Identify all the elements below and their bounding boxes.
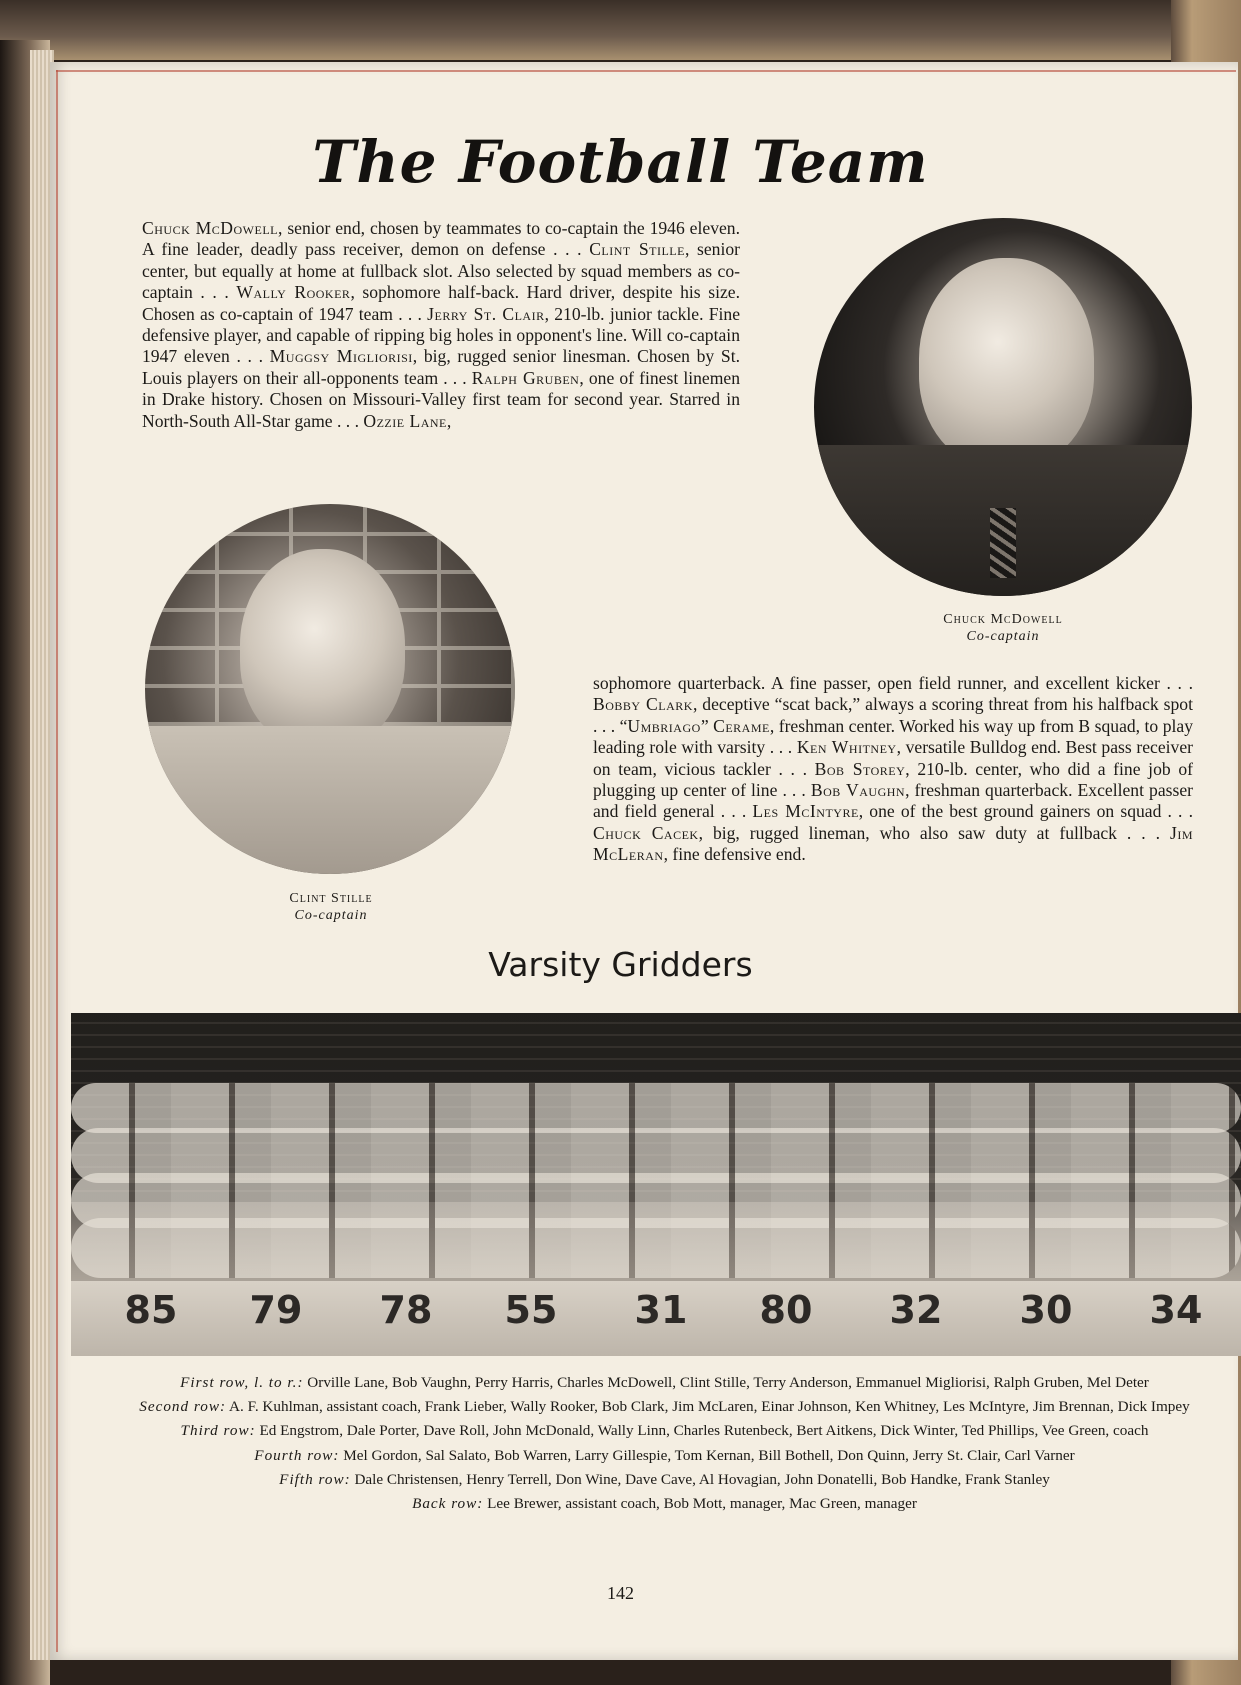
roster-names: Dale Christensen, Henry Terrell, Don Wine, Dave Cave, Al Hovagian, John Donatelli, Bob Handke, Frank Stanley <box>354 1470 1050 1488</box>
roster-row-fifth <box>132 1471 1197 1488</box>
paragraph-text: , versatile Bulldog end. Best pass receiver on team, vicious tackler . . . <box>593 737 1193 779</box>
continued-paragraph <box>593 673 1193 866</box>
player-name: Clint Stille <box>589 239 685 260</box>
paragraph-text: , big, rugged lineman, who also saw duty at fullback . . . <box>698 822 1170 843</box>
jersey-number: 32 <box>889 1288 943 1332</box>
caption-role: Co-captain <box>966 629 1040 644</box>
player-name: Bob Vaughn <box>810 780 906 801</box>
roster-label: Fifth row: <box>279 1470 351 1488</box>
player-name: Jerry St. Clair <box>427 303 545 324</box>
page-margin-rule <box>56 70 58 1652</box>
paragraph-text: , senior end, chosen by teammates to co-captain the 1946 eleven. A fine leader, deadly pass receiver, demon on defense . . . <box>142 218 740 260</box>
player-name: Chuck Cacek <box>593 822 699 843</box>
page-margin-rule-top <box>56 70 1236 72</box>
paragraph-text: , <box>446 410 452 431</box>
player-row-band <box>71 1218 1241 1278</box>
page-title: The Football Team <box>312 128 929 196</box>
portrait-photo-chuck-mcdowell <box>814 218 1192 596</box>
caption-chuck-mcdowell <box>883 611 1123 645</box>
roster-row-third <box>132 1422 1197 1439</box>
player-name: Muggsy Migliorisi <box>269 346 413 367</box>
paragraph-text: , freshman quarterback. Excellent passer and field general . . . <box>593 780 1194 822</box>
paragraph-text: , deceptive “scat back,” always a scoring threat from his halfback spot . . . “ <box>593 694 1193 736</box>
caption-name: Clint Stille <box>289 891 373 906</box>
caption-clint-stille <box>226 890 436 924</box>
face-shape <box>240 549 405 749</box>
player-name: Bobby Clark <box>593 694 693 715</box>
jersey-number: 79 <box>249 1288 303 1332</box>
caption-name: Chuck McDowell <box>943 612 1063 627</box>
jersey-number: 30 <box>1019 1288 1073 1332</box>
paragraph-text: , 210-lb. center, who did a fine job of plugging up center of line . . . <box>593 758 1193 801</box>
roster-row-back <box>132 1495 1197 1512</box>
caption-role: Co-captain <box>294 908 368 923</box>
roster-caption <box>132 1374 1197 1519</box>
portrait-photo-clint-stille <box>145 504 515 874</box>
paragraph-text: , sophomore half-back. Hard driver, despite his size. Chosen as co-captain of 1947 team . . . <box>142 282 740 324</box>
jersey-number: 78 <box>379 1288 433 1332</box>
player-name: Ralph Gruben <box>471 367 580 388</box>
roster-label: Fourth row: <box>254 1446 340 1464</box>
roster-row-fourth <box>132 1447 1197 1464</box>
paragraph-text: , one of the best ground gainers on squad . . . <box>858 801 1193 822</box>
player-name: Jim McLeran <box>593 822 1193 865</box>
paragraph-text: , one of finest linemen in Drake history. Chosen on Missouri-Valley first team for second year. Starred in North-South All-Star game . . . <box>142 367 740 431</box>
paragraph-text: , 210-lb. junior tackle. Fine defensive player, and capable of ripping big holes in opponent's line. Will co-captain 1947 eleven . . . <box>142 303 741 367</box>
player-name: Ozzie Lane <box>363 410 447 431</box>
player-name: Cerame <box>713 715 770 736</box>
jersey-number: 80 <box>759 1288 813 1332</box>
roster-names: A. F. Kuhlman, assistant coach, Frank Lieber, Wally Rooker, Bob Clark, Jim McLaren, Einar Johnson, Ken Whitney, Les McIntyre, Jim Brennan, Dick Impey <box>229 1398 1190 1416</box>
paragraph-text: , fine defensive end. <box>663 844 806 865</box>
player-name: Chuck McDowell <box>142 218 278 238</box>
player-row-band <box>71 1083 1241 1133</box>
roster-label: First row, l. to r.: <box>180 1374 304 1391</box>
roster-label: Back row: <box>412 1495 484 1513</box>
section-heading: Varsity Gridders <box>488 945 753 984</box>
roster-label: Second row: <box>139 1398 227 1416</box>
paragraph-text: , senior center, but equally at home at fullback slot. Also selected by squad members as co-captain . . . <box>142 239 741 303</box>
page-number: 142 <box>607 1583 634 1603</box>
player-name: Wally Rooker <box>236 282 351 303</box>
roster-names: Mel Gordon, Sal Salato, Bob Warren, Larry Gillespie, Tom Kernan, Bill Bothell, Don Quinn, Jerry St. Clair, Carl Varner <box>343 1446 1075 1464</box>
jersey-number: 34 <box>1149 1288 1203 1332</box>
player-name: Umbriago <box>627 715 701 736</box>
paragraph-text: , big, rugged senior linesman. Chosen by St. Louis players on their all-opponents team . . . <box>142 346 740 388</box>
paragraph-text: ” <box>700 715 714 736</box>
roster-names: Lee Brewer, assistant coach, Bob Mott, manager, Mac Green, manager <box>487 1495 917 1513</box>
roster-label: Third row: <box>180 1422 256 1440</box>
face-shape <box>919 258 1094 468</box>
player-name: Ken Whitney <box>796 737 897 758</box>
paragraph-text: sophomore quarterback. A fine passer, open field runner, and excellent kicker . . . <box>593 673 1193 693</box>
jersey-number: 31 <box>634 1288 688 1332</box>
intro-paragraph <box>142 218 740 432</box>
jersey-number: 55 <box>504 1288 558 1332</box>
book-binding-top <box>0 0 1241 60</box>
roster-names: Ed Engstrom, Dale Porter, Dave Roll, John McDonald, Wally Linn, Charles Rutenbeck, Bert Aitkens, Dick Winter, Ted Phillips, Vee Green, coach <box>259 1422 1149 1440</box>
jacket-shape <box>145 726 515 874</box>
player-name: Les McIntyre <box>752 801 859 822</box>
roster-row-first <box>132 1374 1197 1391</box>
roster-names: Orville Lane, Bob Vaughn, Perry Harris, Charles McDowell, Clint Stille, Terry Anderson, Emmanuel Migliorisi, Ralph Gruben, Mel Deter <box>307 1374 1149 1391</box>
player-name: Bob Storey <box>814 758 906 779</box>
team-photo <box>71 1013 1241 1356</box>
jersey-number: 85 <box>124 1288 178 1332</box>
paragraph-text: , freshman center. Worked his way up from B squad, to play leading role with varsity . . . <box>593 715 1193 758</box>
roster-row-second <box>132 1398 1197 1415</box>
tie-shape <box>990 508 1016 578</box>
